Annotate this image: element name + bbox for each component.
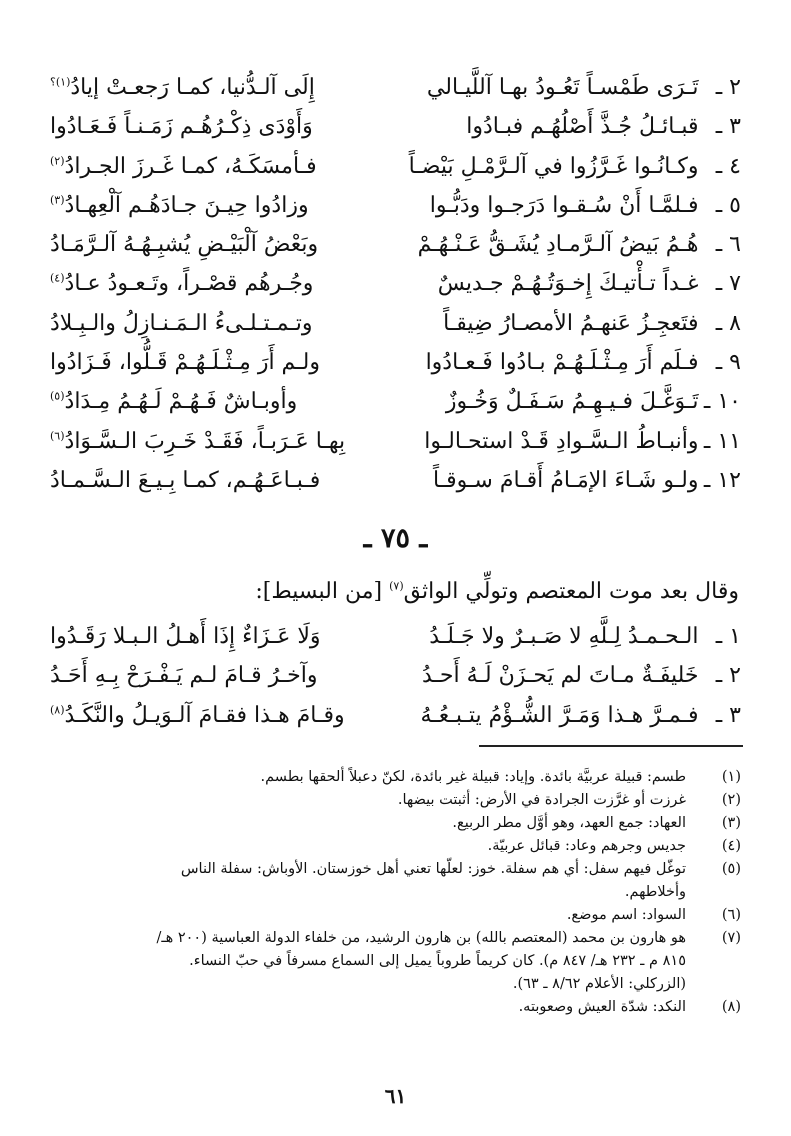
verse-line [50, 382, 741, 421]
second-hemistich: وَلَا عَـزَاءٌ إِذَا أَهـلُ الـبـلا رَقَـدُوا [50, 624, 321, 649]
second-hemistich-wrap [50, 68, 376, 107]
first-hemistich: ولـو شَـاءَ الإمَـامُ أَقـامَ سـوقـاً [432, 467, 699, 493]
footnote-text [53, 858, 686, 904]
first-hemistich: هُـمُ بَيضُ آلـرَّمـادِ يُشَـقُّ عَـنْـهُـمْ [417, 232, 699, 258]
verse-line [50, 461, 741, 500]
second-hemistich: فـبـاعَـهُـم، كمـا بِـيـعَ الـسَّـمـادُ [50, 467, 321, 493]
verse-number: ٧ ـ [715, 271, 741, 297]
verse-number: ٣ ـ [715, 114, 741, 140]
verse-number: ٦ ـ [715, 232, 741, 258]
footnote-ref: (٧) [389, 579, 404, 593]
footnote-line: السواد: اسم موضع. [566, 907, 686, 923]
verse-number: ١٢ ـ [703, 467, 741, 493]
footnote-text [53, 812, 686, 835]
first-hemistich: فـلمَّـا أَنْ سُـقـوا دَرَجـوا ودَبُّـوا [429, 192, 699, 218]
footnote-number: (٧) [721, 930, 741, 946]
footnote-line: ٨١٥ م ـ ٢٣٢ هـ/ ٨٤٧ م). كان كريماً طروباً يميل إلى السماع مسرفاً في حبّ النساء. [189, 953, 686, 969]
second-hemistich: وبَعْضُ آلْبَيْـضِ يُشبِـهُـهُ آلـرَّمَـادُ [50, 232, 319, 258]
second-hemistich-wrap [50, 656, 376, 695]
footnote-ref: (٣) [50, 193, 65, 207]
verse-number: ٤ ـ [715, 153, 741, 179]
footnote-number: (١) [721, 769, 741, 785]
second-hemistich: وآخـرُ قـامَ لـم يَـفْـرَحْ بِـهِ أَحَـدُ [50, 663, 318, 689]
footnote-number: (٢) [721, 792, 741, 808]
footnote-number: (٣) [721, 815, 741, 831]
verse-number: ٨ ـ [715, 310, 741, 336]
second-hemistich-wrap [50, 107, 376, 146]
footnote-ref: (٥) [50, 390, 65, 404]
footnote-number: (٨) [721, 999, 741, 1015]
verse-line [50, 617, 741, 656]
verse-line [50, 147, 741, 186]
verse-number: ٣ ـ [715, 702, 741, 728]
verse-line [50, 264, 741, 303]
page-number: ٦١ [384, 1084, 407, 1108]
first-hemistich: خَليفَـةٌ مـاتَ لم يَحـزَنْ لَـهُ أَحـدُ [421, 663, 699, 689]
footnote-line: طسم: قبيلة عربيَّة بائدة. وإياد: قبيلة غير بائدة، لكنّ دعبلاً ألحقها بطسم. [260, 769, 686, 785]
footnote-line: العهاد: جمع العهد، وهو أوَّل مطر الربيع. [452, 815, 686, 831]
first-hemistich: تَـرَى طَمْسـاً تَعُـودُ بهـا آللَّيـالي [426, 75, 699, 100]
footnotes [53, 766, 741, 1019]
footnote-line: غرزت أو غرَّزت الجرادة في الأرض: أثبتت بيضها. [397, 792, 686, 808]
footnote-ref: (٢) [50, 154, 65, 168]
poem-intro [49, 576, 739, 608]
first-hemistich: تَـوَغَّـلَ فـيـهِـمُ سَـفَـلٌ وَخُـوزٌ [445, 389, 699, 415]
verse-line [50, 225, 741, 264]
footnote-ref: (٦) [50, 429, 65, 443]
second-hemistich: ولـم أَرَ مِـثْـلَـهُـمْ قَـلُّوا، فَـزَادُوا [50, 350, 320, 376]
verse-line [50, 68, 741, 107]
poem-75-verses [50, 617, 741, 735]
first-hemistich: فتَعجِـزُ عَنهـمُ الأمصـارُ ضِيقـاً [443, 310, 699, 336]
second-hemistich-wrap [50, 186, 376, 225]
footnote-line: وأخلاطهم. [624, 884, 686, 900]
first-hemistich: الـحـمـدُ لِـلَّهِ لا صَـبـرٌ ولا جَـلَـدُ [429, 624, 699, 649]
footnote-line: توغّل فيهم سفل: أي هم سفلة. خوز: لعلّها تعني أهل خوزستان. الأوباش: سفلة الناس [180, 861, 686, 877]
verse-line [50, 343, 741, 382]
second-hemistich-wrap [50, 696, 376, 735]
second-hemistich: إِلَى آلـدُّنيا، كمـا رَجعـتْ إيادُ [70, 75, 315, 100]
verse-line [50, 107, 741, 146]
footnote [53, 812, 741, 835]
footnote-line: هو هارون بن محمد (المعتصم بالله) بن هارون الرشيد، من خلفاء الدولة العباسية (٢٠٠ هـ/ [156, 930, 686, 946]
footnote-text [53, 835, 686, 858]
verse-line [50, 696, 741, 735]
verse-number: ٩ ـ [715, 350, 741, 376]
second-hemistich: وتـمـتـلـىءُ الـمَـنـازِلُ والـبِـلادُ [50, 310, 313, 336]
footnote [53, 904, 741, 927]
first-hemistich: غـداً تـأْتيـكَ إِخـوَتُـهُـمْ جـديسٌ [437, 271, 699, 297]
footnote [53, 858, 741, 904]
second-hemistich: فـأمسَكَـهُ، كمـا غَـرزَ الجـرادُ [64, 153, 317, 179]
second-hemistich-wrap [50, 147, 376, 186]
second-hemistich: وزادُوا حِيـنَ جـادَهُـم آلْعِهـادُ [64, 192, 309, 218]
first-hemistich: وكـانُـوا غَـرَّزُوا في آلـرَّمْـلِ بَيْضـاً [408, 153, 699, 179]
second-hemistich-wrap [50, 264, 376, 303]
second-hemistich-wrap [50, 343, 376, 382]
footnote-number: (٦) [721, 907, 741, 923]
second-hemistich: بِهـا عَـرَبـاً، فَقَـدْ خَـرِبَ الـسَّـوَادُ [64, 428, 346, 454]
poem-number: ـ ٧٥ ـ [363, 523, 428, 554]
verse-line [50, 656, 741, 695]
second-hemistich: وَأَوْدَى ذِكْـرُهُـم زَمَـنـاً فَـعَـادُوا [50, 114, 313, 140]
verse-line [50, 186, 741, 225]
verse-line [50, 422, 741, 461]
second-hemistich-wrap [50, 382, 376, 421]
footnote-text [53, 766, 686, 789]
footnote-number: (٤) [721, 838, 741, 854]
first-hemistich: فـمـرَّ هـذا وَمَـرَّ الشُّـؤْمُ يتـبـعُـهُ [420, 702, 699, 728]
footnote-text [53, 927, 686, 996]
verse-number: ٥ ـ [715, 192, 741, 218]
footnote-text [53, 789, 686, 812]
footnote-line: النكد: شدّة العيش وصعوبته. [518, 999, 686, 1015]
footnote-ref: (١)؟ [50, 75, 71, 89]
meter-label: [من البسيط]: [255, 579, 383, 604]
verse-number: ٢ ـ [715, 663, 741, 689]
footnote [53, 996, 741, 1019]
first-hemistich: فـلَم أَرَ مِـثْـلَـهُـمْ بـادُوا فَـعـادُوا [425, 350, 699, 376]
footnote [53, 927, 741, 996]
footnote-text [53, 996, 686, 1019]
footnote [53, 789, 741, 812]
footnote-ref: (٤) [50, 272, 65, 286]
footnote-line: جديس وجرهم وعاد: قبائل عربيّة. [487, 838, 686, 854]
verse-number: ٢ ـ [715, 75, 741, 100]
second-hemistich-wrap [50, 225, 376, 264]
poem-74-verses [50, 68, 741, 500]
second-hemistich: وقـامَ هـذا فقـامَ آلـوَيـلُ والنَّكَـدُ [64, 702, 345, 728]
footnote-number: (٥) [721, 861, 741, 877]
verse-number: ١١ ـ [703, 428, 741, 454]
footnote-line: (الزركلي: الأعلام ٨/٦٢ ـ ٦٣). [512, 976, 686, 992]
verse-line [50, 304, 741, 343]
second-hemistich-wrap [50, 422, 376, 461]
second-hemistich-wrap [50, 617, 376, 656]
footnote [53, 835, 741, 858]
intro-text: وقال بعد موت المعتصم وتولِّي الواثق [403, 579, 739, 604]
first-hemistich: قبـائـلُ جُـذَّ أَصْلُهُـم فبـادُوا [466, 114, 699, 140]
second-hemistich-wrap [50, 304, 376, 343]
second-hemistich: وجُـرهُم قصْـراً، وتَـعـودُ عـادُ [64, 271, 314, 297]
footnote-ref: (٨) [50, 703, 65, 717]
second-hemistich-wrap [50, 461, 376, 500]
footnote-text [53, 904, 686, 927]
footnote [53, 766, 741, 789]
verse-number: ١٠ ـ [703, 389, 741, 415]
first-hemistich: وأنبـاطُ الـسَّـوادِ قَـدْ استحـالـوا [424, 428, 699, 454]
footnote-divider [479, 745, 743, 747]
verse-number: ١ ـ [715, 624, 741, 649]
second-hemistich: وأوبـاشٌ فَـهُـمْ لَـهُـمُ مِـدَادُ [64, 389, 298, 415]
